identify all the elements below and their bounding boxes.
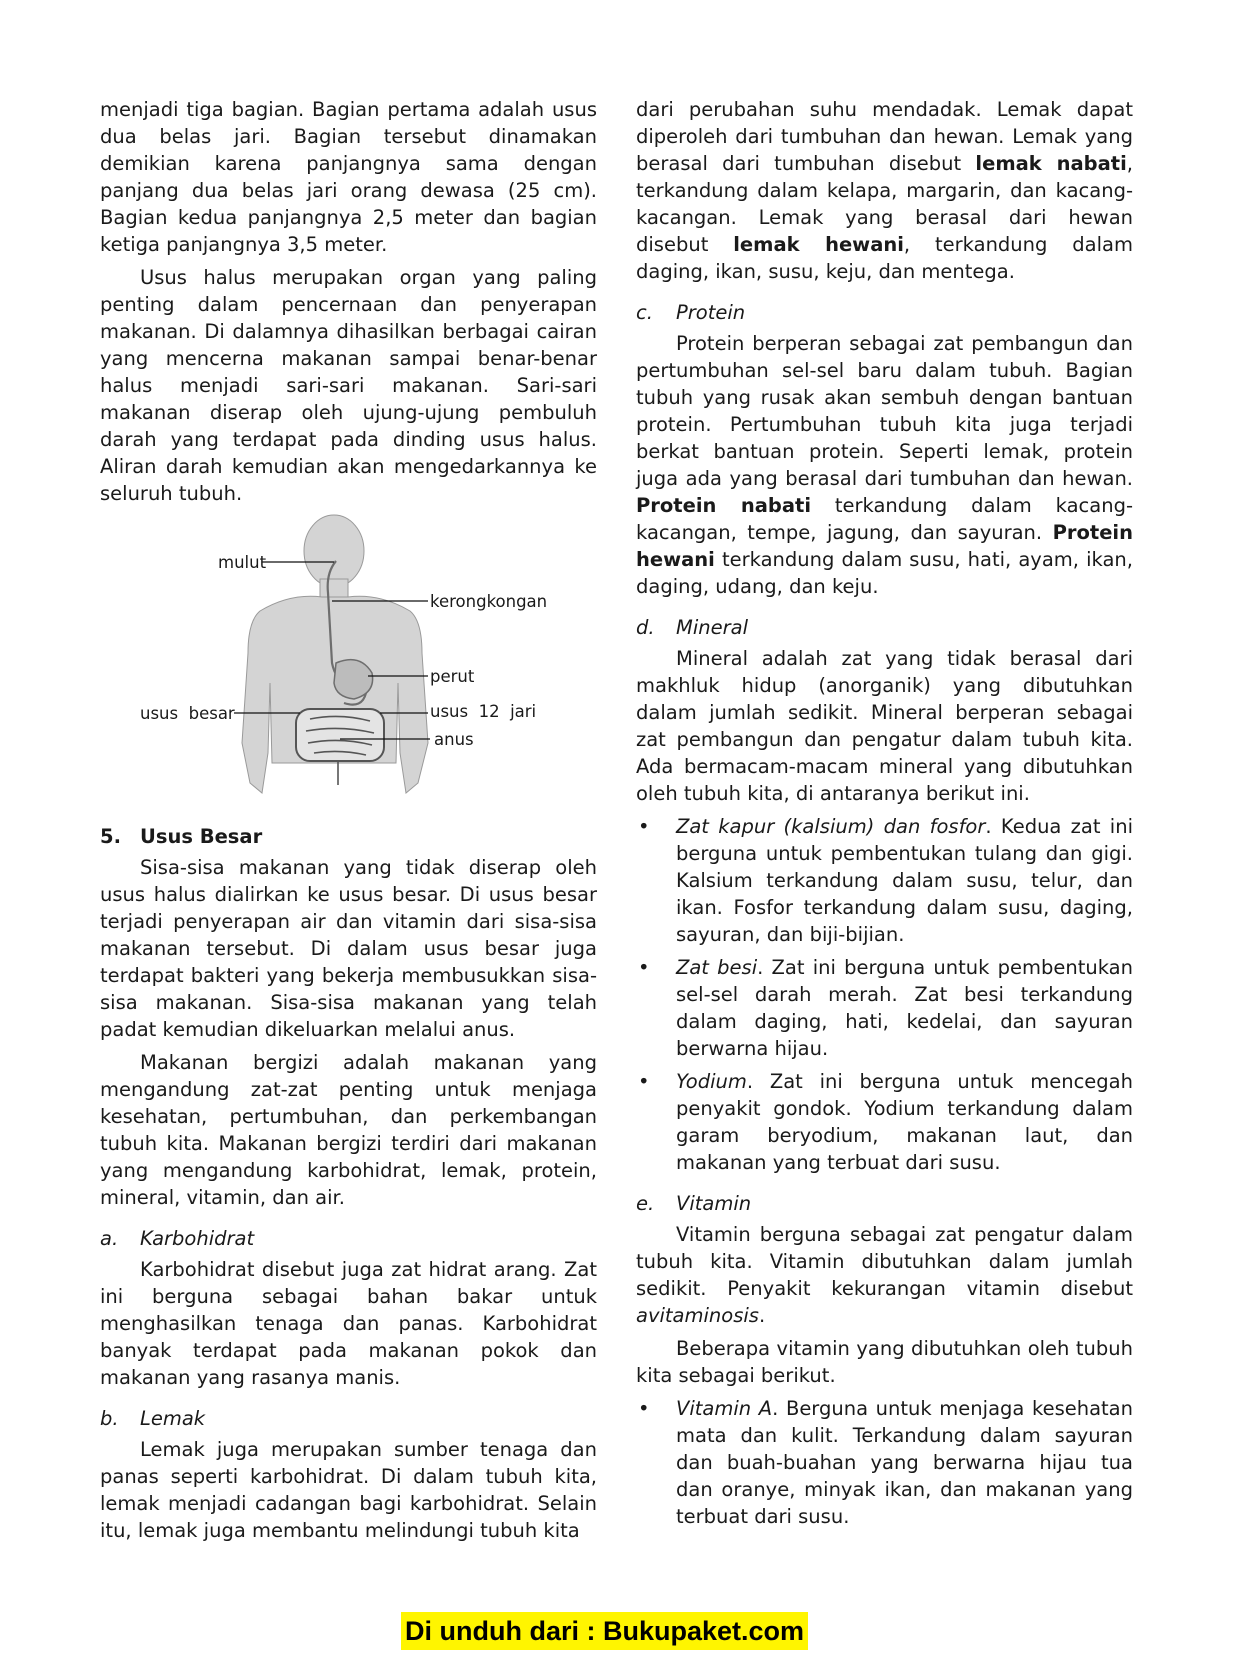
footer-download-link[interactable]: Di unduh dari : Bukupaket.com bbox=[401, 1612, 808, 1650]
right-column bbox=[636, 96, 1133, 1536]
subheading-letter: c. bbox=[636, 301, 653, 324]
text: terkandung dalam kacang-kacangan, tempe, jagung, dan sayuran. bbox=[636, 494, 1133, 544]
term-protein-nabati: Protein nabati bbox=[636, 494, 812, 517]
paragraph: Mineral adalah zat yang tidak berasal dari makhluk hidup (anorganik) yang dibutuhkan dalam jumlah sedikit. Mineral berperan sebagai zat pembangun dan pengatur dalam tubuh kita. Ada bermacam-macam mineral yang dibutuhkan oleh tubuh kita, di antaranya berikut ini. bbox=[636, 647, 1133, 805]
label-mulut: mulut bbox=[218, 553, 267, 572]
label-anus: anus bbox=[434, 730, 474, 749]
list-item bbox=[636, 813, 1133, 948]
paragraph: Beberapa vitamin yang dibutuhkan oleh tubuh kita sebagai berikut. bbox=[636, 1337, 1133, 1387]
subheading-letter: e. bbox=[636, 1192, 655, 1215]
body-silhouette bbox=[100, 513, 597, 813]
section-number: 5. bbox=[100, 825, 121, 848]
subheading-title: Karbohidrat bbox=[140, 1227, 255, 1250]
subheading-letter: b. bbox=[100, 1407, 119, 1430]
mineral-list bbox=[636, 813, 1133, 1176]
item-term: Zat kapur (kalsium) dan fosfor bbox=[676, 815, 986, 838]
item-term: Yodium bbox=[676, 1070, 747, 1093]
item-term: Vitamin A bbox=[676, 1397, 773, 1420]
bullet-icon: • bbox=[638, 956, 650, 979]
paragraph bbox=[636, 96, 1133, 285]
paragraph: menjadi tiga bagian. Bagian pertama adalah usus dua belas jari. Bagian tersebut dinamakan demikian karena panjangnya sama dengan panjang dua belas jari orang dewasa (25 cm). Bagian kedua panjangnya 2,5 meter dan bagian ketiga panjangnya 3,5 meter. bbox=[100, 98, 597, 256]
subheading-title: Lemak bbox=[140, 1407, 206, 1430]
subheading-letter: a. bbox=[100, 1227, 119, 1250]
section-heading-usus-besar bbox=[100, 823, 597, 850]
list-item bbox=[636, 954, 1133, 1062]
term-lemak-hewani: lemak hewani bbox=[733, 233, 904, 256]
vitamin-list bbox=[636, 1395, 1133, 1530]
item-text: . Kedua zat ini berguna untuk pembentukan tulang dan gigi. Kalsium terkandung dalam susu, telur, dan ikan. Fosfor terkandung dalam susu, daging, sayuran, dan biji-bijian. bbox=[676, 815, 1133, 946]
item-term: Zat besi bbox=[676, 956, 758, 979]
paragraph: Sisa-sisa makanan yang tidak diserap oleh usus halus dialirkan ke usus besar. Di usus besar terjadi penyerapan air dan vitamin dari sisa-sisa makanan tersebut. Di dalam usus besar juga terdapat bakteri yang bekerja membusukkan sisa-sisa makanan. Sisa-sisa makanan yang telah padat kemudian dikeluarkan melalui anus. bbox=[100, 856, 597, 1041]
bullet-icon: • bbox=[638, 815, 650, 838]
text: terkandung dalam susu, hati, ayam, ikan, daging, udang, dan keju. bbox=[636, 548, 1133, 598]
paragraph: Karbohidrat disebut juga zat hidrat arang. Zat ini berguna sebagai bahan bakar untuk menghasilkan tenaga dan panas. Karbohidrat banyak terdapat pada makanan pokok dan makanan yang rasanya manis. bbox=[100, 1258, 597, 1389]
subheading-title: Mineral bbox=[676, 616, 748, 639]
text: Protein berperan sebagai zat pembangun dan pertumbuhan sel-sel baru dalam tubuh. Bagian tubuh yang rusak akan sembuh dengan bantuan protein. Pertumbuhan tubuh kita juga terjadi berkat bantuan protein. Seperti lemak, protein juga ada yang berasal dari tumbuhan dan hewan. bbox=[636, 332, 1133, 490]
bullet-icon: • bbox=[638, 1070, 650, 1093]
paragraph: Usus halus merupakan organ yang paling penting dalam pencernaan dan penyerapan makanan. Di dalamnya dihasilkan berbagai cairan yang mencerna makanan sampai benar-benar halus menjadi sari-sari makanan. Sari-sari makanan diserap oleh ujung-ujung pembuluh darah yang terdapat pada dinding usus halus. Aliran darah kemudian akan mengedarkannya ke seluruh tubuh. bbox=[100, 266, 597, 505]
left-column bbox=[100, 96, 597, 1550]
subheading-letter: d. bbox=[636, 616, 655, 639]
list-item bbox=[636, 1068, 1133, 1176]
label-usus-besar: usus besar bbox=[140, 704, 235, 723]
label-perut: perut bbox=[430, 667, 475, 686]
subheading-title: Vitamin bbox=[676, 1192, 752, 1215]
text: . bbox=[758, 1304, 766, 1327]
paragraph bbox=[636, 330, 1133, 600]
text: , terkandung dalam daging, ikan, susu, keju, dan mentega. bbox=[636, 233, 1133, 283]
text: dari perubahan suhu mendadak. Lemak dapat diperoleh dari tumbuhan dan hewan. Lemak yang berasal dari tumbuhan disebut bbox=[636, 98, 1133, 175]
paragraph: Makanan bergizi adalah makanan yang mengandung zat-zat penting untuk menjaga kesehatan, pertumbuhan, dan perkembangan tubuh kita. Makanan bergizi terdiri dari makanan yang mengandung karbohidrat, lemak, protein, mineral, vitamin, dan air. bbox=[100, 1051, 597, 1209]
text: Vitamin berguna sebagai zat pengatur dalam tubuh kita. Vitamin dibutuhkan dalam jumlah sedikit. Penyakit kekurangan vitamin disebut bbox=[636, 1223, 1133, 1300]
paragraph bbox=[636, 1221, 1133, 1329]
item-text: . Berguna untuk menjaga kesehatan mata dan kulit. Terkandung dalam sayuran dan buah-buahan yang berwarna hijau tua dan oranye, minyak ikan, dan makanan yang terbuat dari susu. bbox=[676, 1397, 1133, 1528]
label-usus-12-jari: usus 12 jari bbox=[430, 702, 537, 721]
label-kerongkongan: kerongkongan bbox=[430, 592, 548, 611]
paragraph: Lemak juga merupakan sumber tenaga dan panas seperti karbohidrat. Di dalam tubuh kita, lemak menjadi cadangan bagi karbohidrat. Selain itu, lemak juga membantu melindungi tubuh kita bbox=[100, 1438, 597, 1542]
subheading-vitamin bbox=[636, 1190, 1133, 1217]
subheading-protein bbox=[636, 299, 1133, 326]
item-text: . Zat ini berguna untuk pembentukan sel-sel darah merah. Zat besi terkandung dalam daging, hati, kedelai, dan sayuran berwarna hijau. bbox=[676, 956, 1133, 1060]
bullet-icon: • bbox=[638, 1397, 650, 1420]
subheading-lemak bbox=[100, 1405, 597, 1432]
term-avitaminosis: avitaminosis bbox=[636, 1304, 759, 1327]
digestive-system-figure bbox=[100, 513, 597, 813]
section-title: Usus Besar bbox=[140, 825, 263, 848]
term-lemak-nabati: lemak nabati bbox=[975, 152, 1127, 175]
term-protein-hewani: Protein hewani bbox=[636, 521, 1133, 571]
subheading-title: Protein bbox=[676, 301, 746, 324]
item-text: . Zat ini berguna untuk mencegah penyakit gondok. Yodium terkandung dalam garam beryodium, makanan laut, dan makanan yang terbuat dari susu. bbox=[676, 1070, 1133, 1174]
list-item bbox=[636, 1395, 1133, 1530]
subheading-karbohidrat bbox=[100, 1225, 597, 1252]
text: , terkandung dalam kelapa, margarin, dan kacang-kacangan. Lemak yang berasal dari hewan disebut bbox=[636, 152, 1133, 256]
subheading-mineral bbox=[636, 614, 1133, 641]
